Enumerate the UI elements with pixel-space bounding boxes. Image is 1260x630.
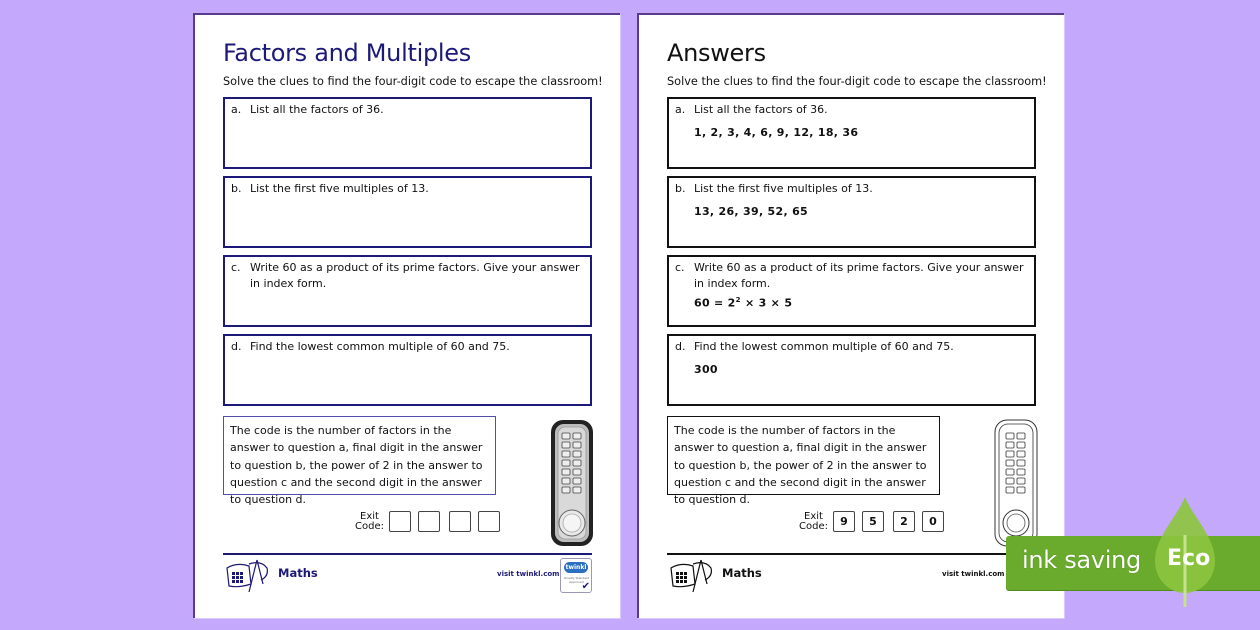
badge-caption: Quality Standard Approved — [563, 576, 590, 584]
ink-saving-banner — [1006, 536, 1260, 590]
footer-visit-link[interactable]: visit twinkl.com — [942, 570, 1005, 578]
keypad-lock-icon — [994, 419, 1038, 547]
question-text: Find the lowest common multiple of 60 and 75. — [694, 340, 954, 353]
question-letter: b. — [231, 182, 242, 195]
maths-tools-icon — [667, 558, 715, 594]
question-box-b — [223, 176, 592, 248]
answer-box-c — [667, 255, 1036, 327]
exit-digit-2: 5 — [862, 511, 884, 532]
question-box-a — [223, 97, 592, 169]
twinkl-logo: twinkl — [565, 564, 587, 571]
footer-subject: Maths — [722, 566, 762, 580]
exit-code-label: Exit Code: — [355, 510, 384, 532]
footer-subject: Maths — [278, 566, 318, 580]
exit-code — [799, 511, 951, 532]
question-text: Write 60 as a product of its prime factors. Give your answer in index form. — [694, 261, 1024, 290]
answer-text: 300 — [694, 363, 718, 376]
question-box-d — [223, 334, 592, 406]
exit-code-label: Exit Code: — [799, 510, 828, 532]
answers-subtitle: Solve the clues to find the four-digit code to escape the classroom! — [667, 75, 1047, 88]
question-letter: d. — [675, 340, 686, 353]
quality-badge — [560, 558, 592, 593]
exit-code — [355, 511, 507, 532]
exit-digit-3: 2 — [893, 511, 915, 532]
question-letter: b. — [675, 182, 686, 195]
footer-divider — [667, 553, 1036, 555]
question-letter: c. — [675, 261, 685, 274]
exit-digit-1: 9 — [833, 511, 855, 532]
question-text: List the first five multiples of 13. — [250, 182, 429, 195]
question-letter: d. — [231, 340, 242, 353]
check-icon: ✔ — [581, 581, 590, 592]
worksheet-subtitle: Solve the clues to find the four-digit code to escape the classroom! — [223, 75, 603, 88]
answers-page — [637, 13, 1064, 618]
ink-saving-text: ink saving — [1022, 546, 1141, 574]
code-instructions: The code is the number of factors in the answer to question a, final digit in the answer to question b, the power of 2 in the answer to question c and the second digit in the answer to question d. — [223, 416, 496, 495]
question-box-c — [223, 255, 592, 327]
exit-digit-3[interactable] — [449, 511, 471, 532]
question-text: Write 60 as a product of its prime factors. Give your answer in index form. — [250, 261, 580, 290]
keypad-lock-icon — [550, 419, 594, 547]
exit-digit-1[interactable] — [389, 511, 411, 532]
maths-tools-icon — [223, 558, 271, 594]
answers-title: Answers — [667, 39, 766, 67]
question-letter: a. — [675, 103, 686, 116]
worksheet-title: Factors and Multiples — [223, 39, 471, 67]
answer-box-a — [667, 97, 1036, 169]
worksheet-page — [193, 13, 620, 618]
answer-text: 1, 2, 3, 4, 6, 9, 12, 18, 36 — [694, 126, 859, 139]
eco-label: Eco — [1167, 546, 1211, 571]
code-instructions: The code is the number of factors in the answer to question a, final digit in the answer to question b, the power of 2 in the answer to question c and the second digit in the answer to question d. — [667, 416, 940, 495]
question-text: List all the factors of 36. — [250, 103, 384, 116]
answer-text: $60 = 2^2 \times 3 \times 5$ — [694, 296, 793, 310]
answer-box-d — [667, 334, 1036, 406]
question-text: List all the factors of 36. — [694, 103, 828, 116]
footer-divider — [223, 553, 592, 555]
answer-box-b — [667, 176, 1036, 248]
exit-digit-4[interactable] — [478, 511, 500, 532]
exit-digit-4: 0 — [922, 511, 944, 532]
exit-digit-2[interactable] — [418, 511, 440, 532]
footer-visit-link[interactable]: visit twinkl.com — [497, 570, 560, 578]
question-letter: c. — [231, 261, 241, 274]
question-text: Find the lowest common multiple of 60 and 75. — [250, 340, 510, 353]
answer-text: 13, 26, 39, 52, 65 — [694, 205, 808, 218]
question-letter: a. — [231, 103, 242, 116]
question-text: List the first five multiples of 13. — [694, 182, 873, 195]
